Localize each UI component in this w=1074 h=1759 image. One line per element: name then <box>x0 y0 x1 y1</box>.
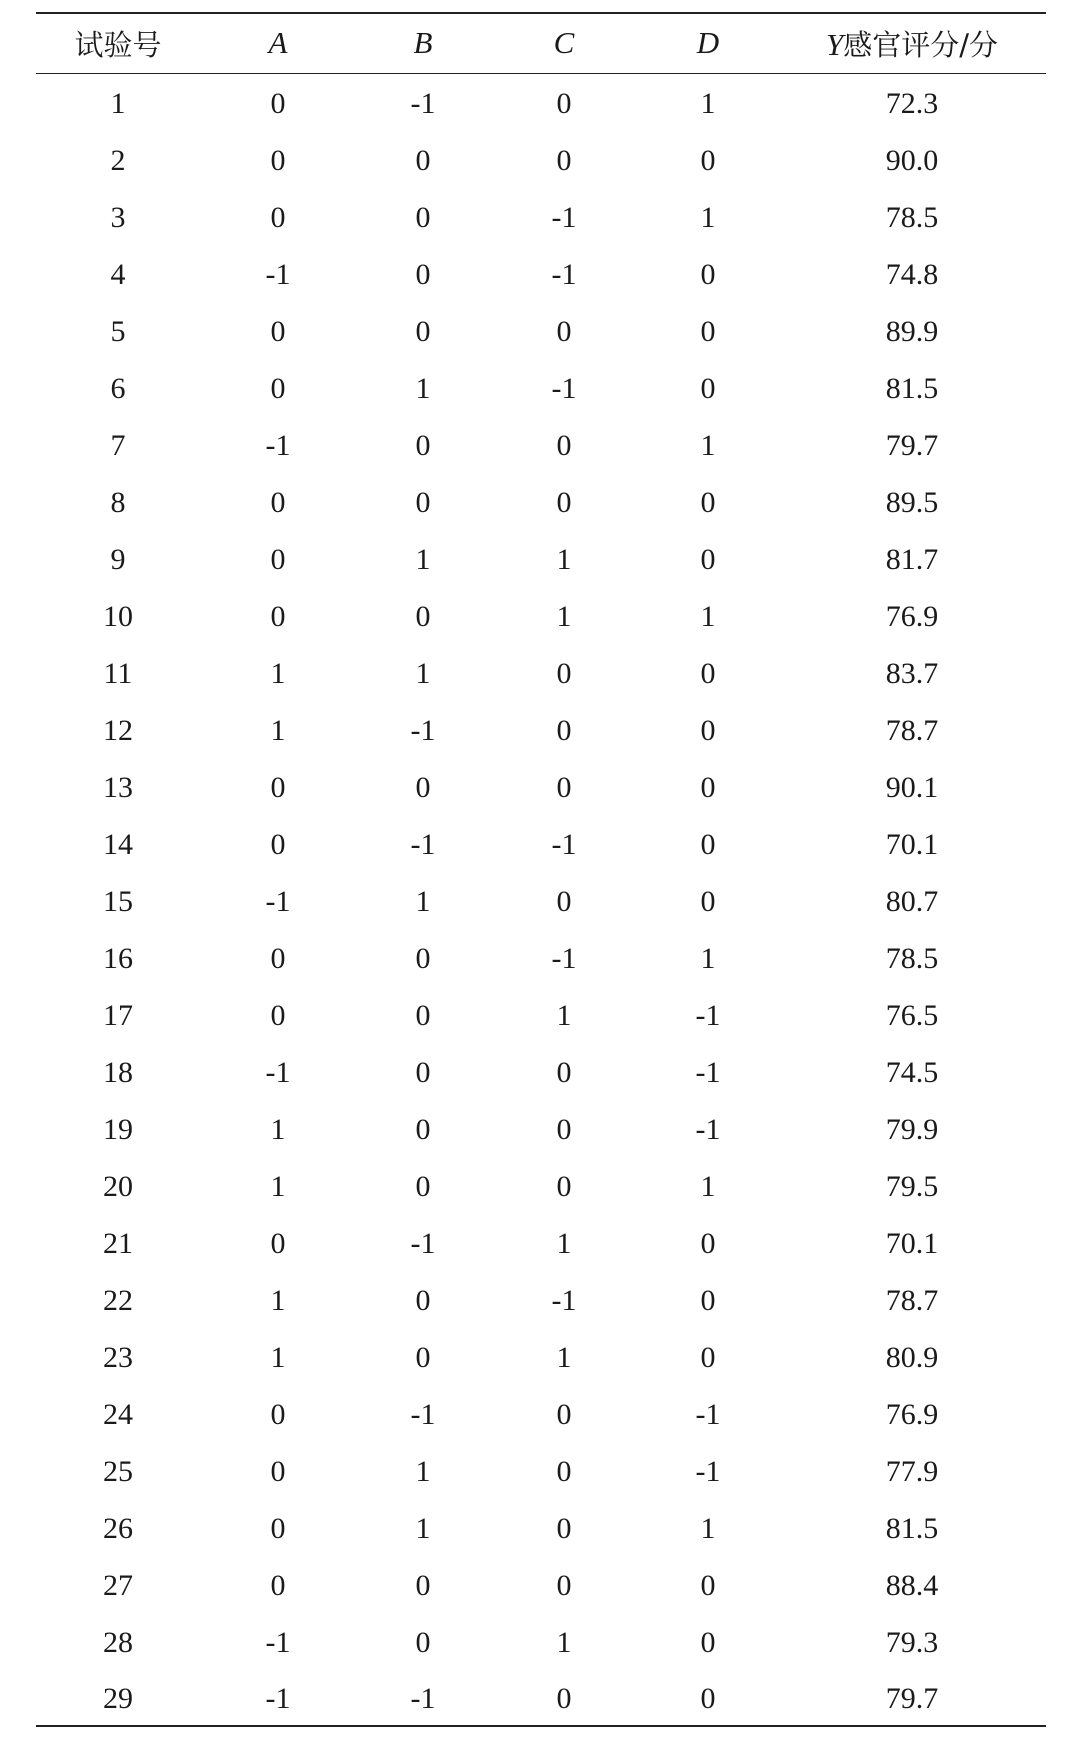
table-row <box>36 985 1046 1042</box>
cell-trial-number: 29 <box>36 1669 200 1726</box>
table-row <box>36 529 1046 586</box>
cell-factor-a: -1 <box>265 884 291 918</box>
cell-sensory-score: 80.7 <box>885 884 939 918</box>
cell-trial-number: 2 <box>110 143 126 177</box>
table-row <box>36 358 1046 415</box>
table-row <box>36 757 1046 814</box>
cell-trial-number: 1 <box>110 86 126 120</box>
cell-factor-a: 0 <box>270 1397 286 1431</box>
cell-sensory-score: 90.1 <box>885 770 939 804</box>
cell-factor-b: 1 <box>415 1511 431 1545</box>
table-row <box>36 1042 1046 1099</box>
cell-trial-number: 16 <box>103 941 133 975</box>
cell-sensory-score: 74.8 <box>885 257 939 291</box>
cell-factor-d: 0 <box>700 884 716 918</box>
cell-factor-c: 0 <box>556 1454 572 1488</box>
cell-factor-d: 0 <box>700 1226 716 1260</box>
header-trial-number: 试验号 <box>36 13 200 73</box>
cell-factor-d: 0 <box>700 827 716 861</box>
cell-factor-a: -1 <box>200 1669 356 1726</box>
cell-factor-b: -1 <box>410 713 436 747</box>
cell-factor-b: -1 <box>410 86 436 120</box>
cell-factor-a: 1 <box>270 713 286 747</box>
cell-factor-b: 0 <box>415 599 431 633</box>
cell-factor-b: 0 <box>415 941 431 975</box>
cell-factor-b: -1 <box>410 827 436 861</box>
cell-sensory-score: 81.5 <box>885 371 939 405</box>
table-header <box>36 13 1046 73</box>
cell-factor-a: 0 <box>270 86 286 120</box>
cell-factor-c: 1 <box>556 599 572 633</box>
cell-factor-a: -1 <box>265 428 291 462</box>
cell-trial-number: 3 <box>110 200 126 234</box>
table-row <box>36 1384 1046 1441</box>
cell-trial-number: 24 <box>103 1397 133 1431</box>
cell-factor-a: 0 <box>270 542 286 576</box>
cell-factor-c: 0 <box>556 1568 572 1602</box>
cell-factor-c: 0 <box>556 1511 572 1545</box>
table-row <box>36 871 1046 928</box>
cell-trial-number: 27 <box>103 1568 133 1602</box>
cell-trial-number: 26 <box>103 1511 133 1545</box>
cell-factor-c: 0 <box>556 713 572 747</box>
cell-factor-a: 0 <box>270 143 286 177</box>
cell-factor-a: 0 <box>270 941 286 975</box>
cell-factor-a: -1 <box>265 257 291 291</box>
header-y-symbol: Y <box>825 26 844 62</box>
cell-factor-a: 1 <box>270 1112 286 1146</box>
cell-factor-c: 0 <box>556 86 572 120</box>
header-y-label: 感官评分/分 <box>843 27 999 62</box>
cell-factor-c: 0 <box>556 314 572 348</box>
cell-factor-b: 0 <box>415 998 431 1032</box>
table-row <box>36 73 1046 130</box>
table-row <box>36 187 1046 244</box>
cell-trial-number: 23 <box>103 1340 133 1374</box>
cell-factor-c: -1 <box>551 371 577 405</box>
cell-factor-c: -1 <box>551 941 577 975</box>
cell-factor-d: 0 <box>700 770 716 804</box>
cell-factor-d: -1 <box>695 1112 721 1146</box>
cell-factor-c: 0 <box>556 485 572 519</box>
header-factor-c: C <box>490 13 638 73</box>
cell-factor-d: -1 <box>695 998 721 1032</box>
table-row <box>36 814 1046 871</box>
cell-factor-a: 0 <box>270 200 286 234</box>
cell-sensory-score: 89.5 <box>885 485 939 519</box>
cell-factor-d: 1 <box>700 1169 716 1203</box>
cell-sensory-score: 80.9 <box>885 1340 939 1374</box>
cell-sensory-score: 81.7 <box>885 542 939 576</box>
table-row <box>36 928 1046 985</box>
cell-trial-number: 12 <box>103 713 133 747</box>
cell-sensory-score: 79.3 <box>885 1625 939 1659</box>
cell-sensory-score: 79.7 <box>778 1669 1046 1726</box>
table-row <box>36 1213 1046 1270</box>
table-row <box>36 130 1046 187</box>
cell-factor-d: 0 <box>700 257 716 291</box>
cell-sensory-score: 79.7 <box>885 428 939 462</box>
cell-factor-c: 0 <box>556 1055 572 1089</box>
cell-factor-a: -1 <box>265 1625 291 1659</box>
cell-factor-b: 0 <box>415 257 431 291</box>
table-row <box>36 301 1046 358</box>
cell-factor-a: 0 <box>270 1454 286 1488</box>
cell-trial-number: 22 <box>103 1283 133 1317</box>
cell-factor-b: 1 <box>415 884 431 918</box>
cell-factor-c: 0 <box>490 1669 638 1726</box>
cell-factor-b: -1 <box>410 1397 436 1431</box>
cell-sensory-score: 78.7 <box>885 1283 939 1317</box>
cell-factor-c: 0 <box>556 428 572 462</box>
cell-factor-d: 1 <box>700 86 716 120</box>
cell-factor-c: 0 <box>556 1169 572 1203</box>
cell-factor-a: 0 <box>270 827 286 861</box>
results-table-container <box>36 12 1046 1727</box>
cell-sensory-score: 83.7 <box>885 656 939 690</box>
cell-factor-b: 0 <box>415 1625 431 1659</box>
table-row <box>36 472 1046 529</box>
cell-factor-b: 0 <box>415 428 431 462</box>
cell-factor-c: -1 <box>551 827 577 861</box>
cell-factor-a: 0 <box>270 371 286 405</box>
cell-factor-d: 1 <box>700 941 716 975</box>
cell-sensory-score: 76.5 <box>885 998 939 1032</box>
cell-factor-b: -1 <box>356 1669 490 1726</box>
cell-sensory-score: 78.7 <box>885 713 939 747</box>
cell-trial-number: 9 <box>110 542 126 576</box>
table-row <box>36 1555 1046 1612</box>
cell-factor-b: 1 <box>415 371 431 405</box>
cell-factor-b: 0 <box>415 1568 431 1602</box>
cell-factor-b: 0 <box>415 143 431 177</box>
cell-factor-a: 0 <box>270 998 286 1032</box>
cell-factor-c: 0 <box>556 1397 572 1431</box>
cell-factor-d: 1 <box>700 599 716 633</box>
cell-factor-a: 1 <box>270 1169 286 1203</box>
cell-factor-d: 1 <box>700 200 716 234</box>
table-row <box>36 643 1046 700</box>
table-row <box>36 1612 1046 1669</box>
cell-factor-a: 0 <box>270 485 286 519</box>
cell-factor-b: 0 <box>415 485 431 519</box>
cell-factor-c: 0 <box>556 143 572 177</box>
cell-trial-number: 6 <box>110 371 126 405</box>
cell-factor-d: 0 <box>700 1340 716 1374</box>
cell-trial-number: 21 <box>103 1226 133 1260</box>
cell-factor-a: 0 <box>270 1226 286 1260</box>
cell-factor-c: 0 <box>556 1112 572 1146</box>
table-row <box>36 1669 1046 1726</box>
cell-factor-a: 1 <box>270 656 286 690</box>
cell-factor-b: 0 <box>415 1055 431 1089</box>
cell-sensory-score: 76.9 <box>885 1397 939 1431</box>
cell-factor-c: 1 <box>556 998 572 1032</box>
cell-factor-b: 0 <box>415 314 431 348</box>
cell-trial-number: 25 <box>103 1454 133 1488</box>
cell-sensory-score: 72.3 <box>885 86 939 120</box>
table-row <box>36 1099 1046 1156</box>
table-row <box>36 1441 1046 1498</box>
table-row <box>36 1498 1046 1555</box>
table-row <box>36 700 1046 757</box>
cell-factor-d: 0 <box>700 371 716 405</box>
cell-trial-number: 8 <box>110 485 126 519</box>
cell-sensory-score: 88.4 <box>885 1568 939 1602</box>
cell-factor-b: 1 <box>415 1454 431 1488</box>
cell-factor-d: 0 <box>700 1283 716 1317</box>
cell-factor-c: 0 <box>556 884 572 918</box>
cell-factor-c: 1 <box>556 542 572 576</box>
cell-factor-d: 0 <box>638 1669 778 1726</box>
cell-sensory-score: 74.5 <box>885 1055 939 1089</box>
cell-sensory-score: 81.5 <box>885 1511 939 1545</box>
cell-factor-b: 1 <box>415 542 431 576</box>
cell-trial-number: 7 <box>110 428 126 462</box>
cell-factor-c: -1 <box>551 200 577 234</box>
cell-factor-d: 1 <box>700 1511 716 1545</box>
cell-factor-d: -1 <box>695 1055 721 1089</box>
cell-factor-b: 0 <box>415 200 431 234</box>
cell-sensory-score: 70.1 <box>885 827 939 861</box>
table-row <box>36 1270 1046 1327</box>
cell-factor-b: -1 <box>410 1226 436 1260</box>
cell-trial-number: 20 <box>103 1169 133 1203</box>
cell-sensory-score: 76.9 <box>885 599 939 633</box>
cell-factor-d: 0 <box>700 1625 716 1659</box>
header-factor-d: D <box>638 13 778 73</box>
header-row <box>36 13 1046 73</box>
cell-factor-a: -1 <box>265 1055 291 1089</box>
cell-factor-c: 0 <box>556 656 572 690</box>
cell-factor-b: 1 <box>415 656 431 690</box>
cell-factor-b: 0 <box>415 1169 431 1203</box>
cell-trial-number: 19 <box>103 1112 133 1146</box>
table-body <box>36 73 1046 1726</box>
cell-factor-b: 0 <box>415 1112 431 1146</box>
cell-factor-a: 0 <box>270 599 286 633</box>
table-row <box>36 244 1046 301</box>
cell-factor-d: 0 <box>700 314 716 348</box>
cell-trial-number: 28 <box>103 1625 133 1659</box>
cell-trial-number: 13 <box>103 770 133 804</box>
cell-factor-c: -1 <box>551 257 577 291</box>
cell-trial-number: 4 <box>110 257 126 291</box>
cell-factor-d: 0 <box>700 143 716 177</box>
cell-trial-number: 10 <box>103 599 133 633</box>
cell-factor-d: -1 <box>695 1454 721 1488</box>
cell-factor-d: 0 <box>700 656 716 690</box>
cell-factor-a: 0 <box>270 314 286 348</box>
cell-factor-c: -1 <box>551 1283 577 1317</box>
cell-factor-a: 1 <box>270 1340 286 1374</box>
table-row <box>36 1156 1046 1213</box>
table-row <box>36 415 1046 472</box>
header-sensory-score <box>778 13 1046 73</box>
cell-sensory-score: 79.5 <box>885 1169 939 1203</box>
table-row <box>36 586 1046 643</box>
cell-sensory-score: 90.0 <box>885 143 939 177</box>
cell-trial-number: 15 <box>103 884 133 918</box>
cell-factor-d: 0 <box>700 542 716 576</box>
cell-factor-c: 1 <box>556 1340 572 1374</box>
table-row <box>36 1327 1046 1384</box>
cell-sensory-score: 78.5 <box>885 200 939 234</box>
cell-trial-number: 17 <box>103 998 133 1032</box>
cell-factor-a: 0 <box>270 1568 286 1602</box>
cell-factor-b: 0 <box>415 770 431 804</box>
cell-factor-d: 0 <box>700 1568 716 1602</box>
results-table <box>36 12 1046 1727</box>
cell-sensory-score: 79.9 <box>885 1112 939 1146</box>
cell-trial-number: 18 <box>103 1055 133 1089</box>
header-factor-b: B <box>356 13 490 73</box>
cell-factor-d: -1 <box>695 1397 721 1431</box>
cell-sensory-score: 78.5 <box>885 941 939 975</box>
cell-factor-d: 0 <box>700 713 716 747</box>
cell-sensory-score: 70.1 <box>885 1226 939 1260</box>
cell-factor-b: 0 <box>415 1340 431 1374</box>
cell-trial-number: 11 <box>103 656 133 690</box>
cell-trial-number: 14 <box>103 827 133 861</box>
cell-factor-c: 0 <box>556 770 572 804</box>
cell-factor-c: 1 <box>556 1226 572 1260</box>
cell-sensory-score: 89.9 <box>885 314 939 348</box>
cell-factor-b: 0 <box>415 1283 431 1317</box>
cell-trial-number: 5 <box>110 314 126 348</box>
cell-factor-d: 0 <box>700 485 716 519</box>
cell-factor-a: 0 <box>270 1511 286 1545</box>
cell-factor-a: 1 <box>270 1283 286 1317</box>
cell-factor-a: 0 <box>270 770 286 804</box>
cell-factor-d: 1 <box>700 428 716 462</box>
cell-factor-c: 1 <box>556 1625 572 1659</box>
header-factor-a: A <box>200 13 356 73</box>
cell-sensory-score: 77.9 <box>885 1454 939 1488</box>
